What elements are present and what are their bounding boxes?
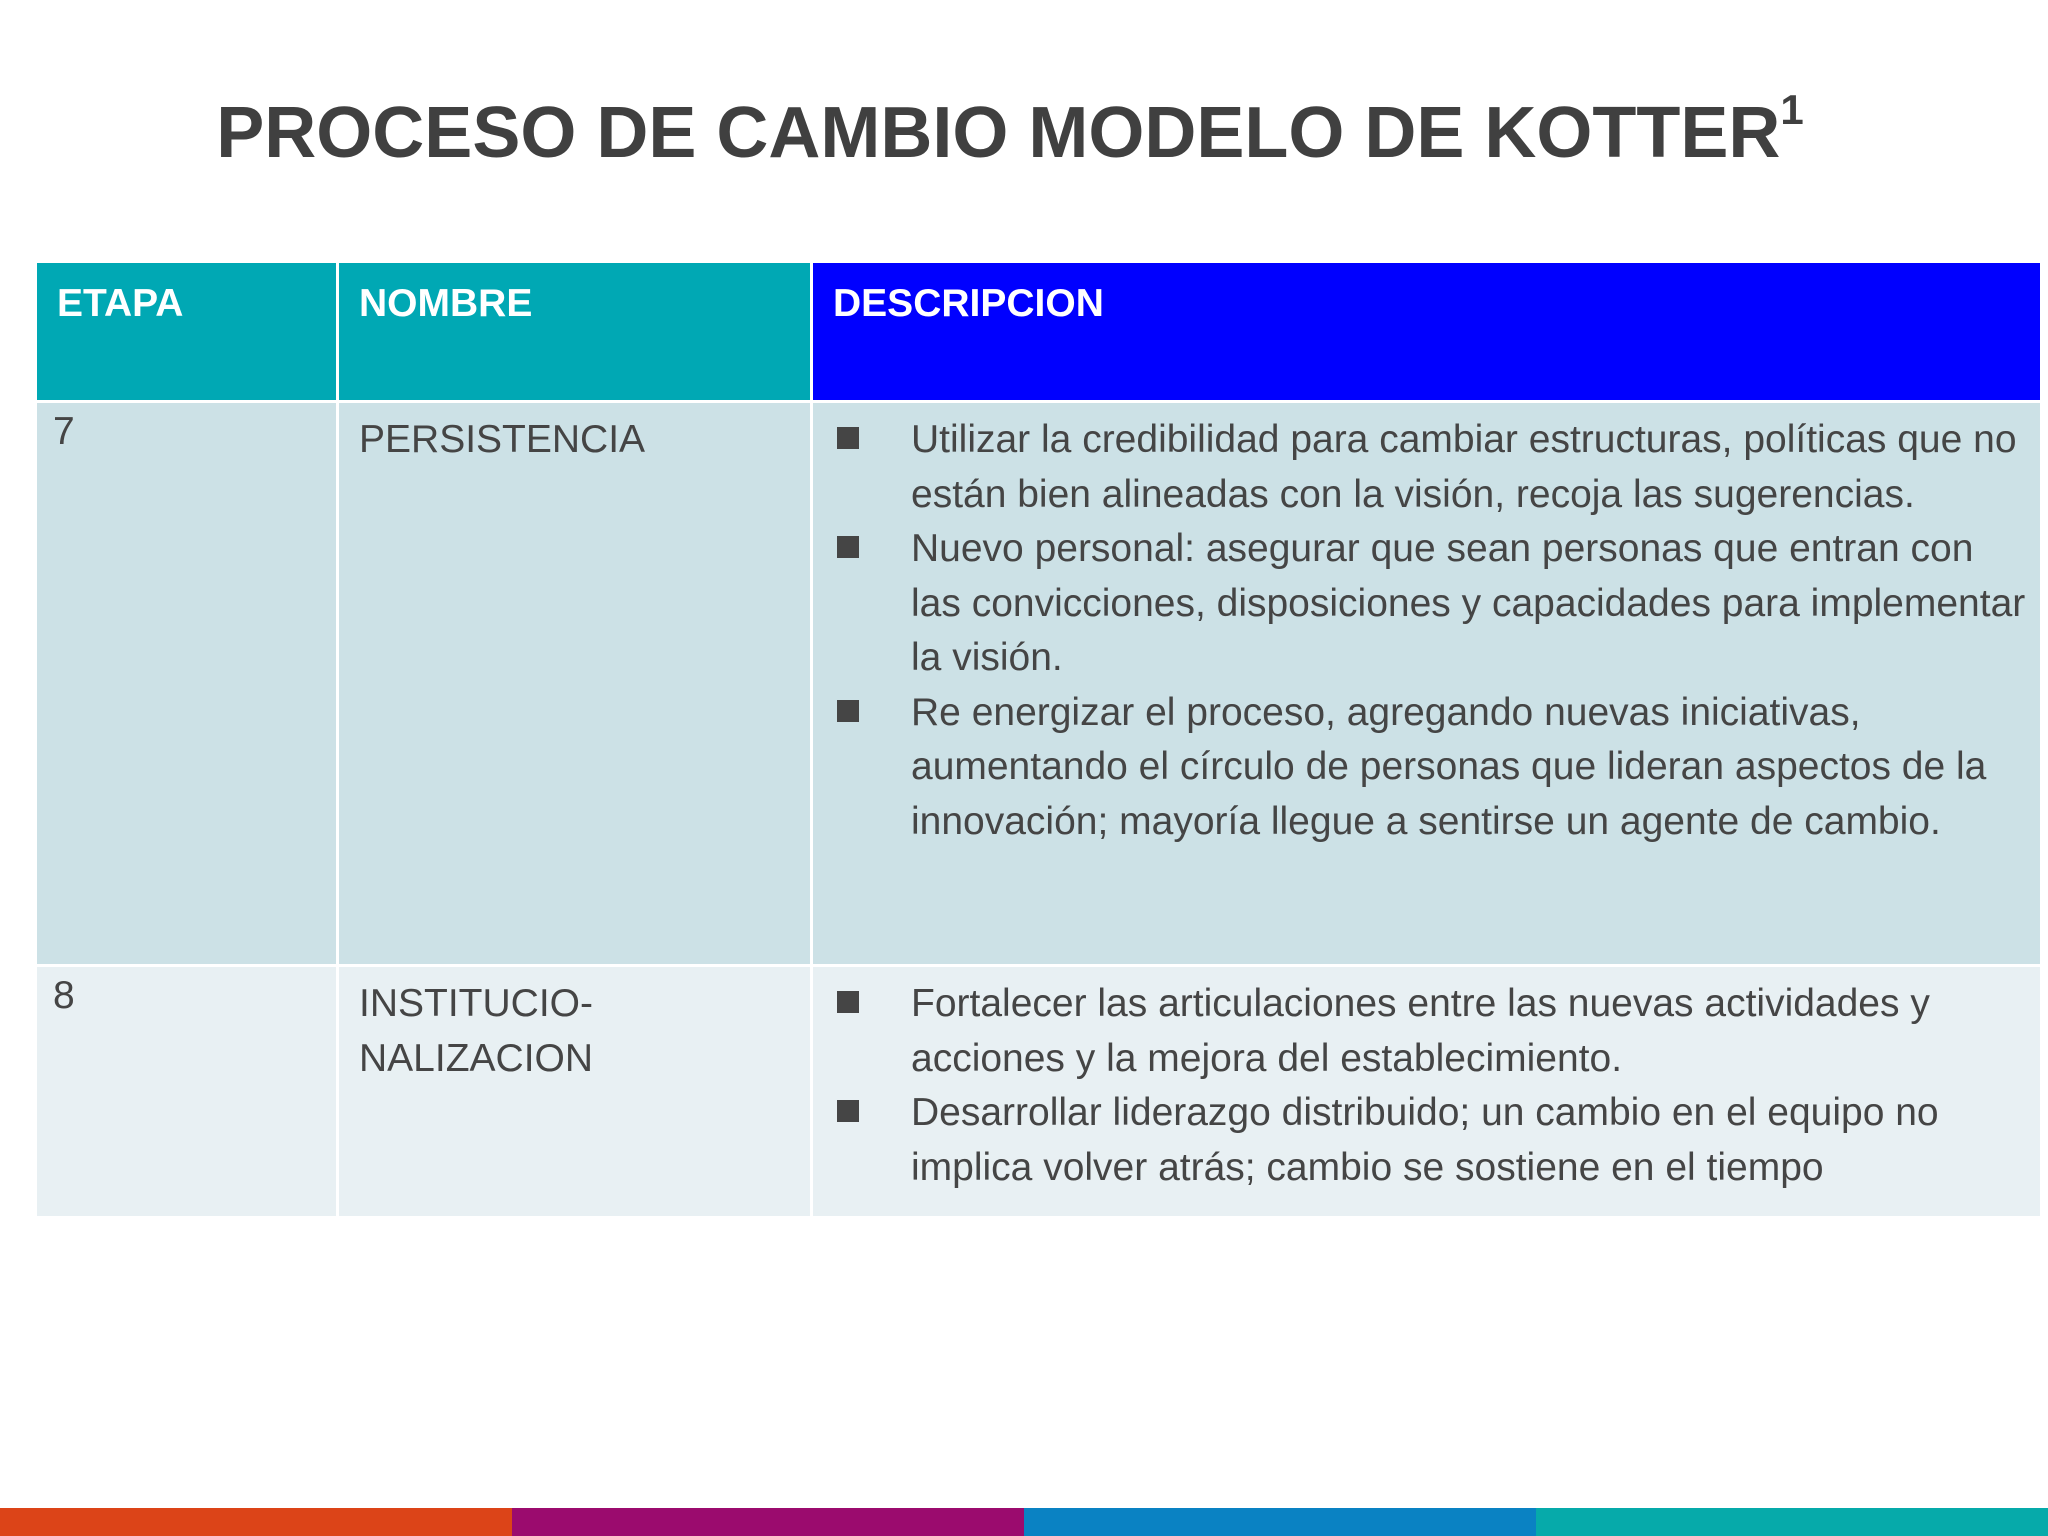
list-item-text: Re energizar el proceso, agregando nuevas iniciativas, aumentando el círculo de personas que lideran aspectos de la innovación; mayoría llegue a sentirse un agente de cambio.: [911, 690, 1987, 843]
slide-title: [0, 86, 2020, 174]
table-row: [36, 402, 2042, 966]
list-item: [833, 1086, 2026, 1195]
footer-segment-orange: [0, 1508, 512, 1536]
title-footnote-marker: 1: [1780, 86, 1804, 133]
etapa-cell: 7: [36, 402, 338, 966]
descripcion-cell: [812, 402, 2042, 966]
header-etapa: ETAPA: [36, 262, 338, 402]
nombre-line-2: NALIZACION: [359, 1036, 594, 1080]
square-bullet-icon: [837, 1100, 859, 1122]
square-bullet-icon: [837, 991, 859, 1013]
list-item: [833, 686, 2026, 850]
list-item-text: Utilizar la credibilidad para cambiar estructuras, políticas que no están bien alineadas con la visión, recoja las sugerencias.: [911, 418, 2017, 516]
bullet-list: [833, 413, 2026, 849]
square-bullet-icon: [837, 536, 859, 558]
kotter-table: [34, 260, 2043, 1219]
footer-segment-blue: [1024, 1508, 1536, 1536]
header-nombre: NOMBRE: [338, 262, 812, 402]
footer-segment-magenta: [512, 1508, 1024, 1536]
list-item: [833, 413, 2026, 522]
descripcion-cell: [812, 966, 2042, 1218]
square-bullet-icon: [837, 427, 859, 449]
nombre-cell: PERSISTENCIA: [338, 402, 812, 966]
table-header: [36, 262, 2042, 402]
footer-segment-teal: [1536, 1508, 2048, 1536]
list-item-text: Desarrollar liderazgo distribuido; un cambio en el equipo no implica volver atrás; cambio se sostiene en el tiempo: [911, 1091, 1939, 1189]
slide-title-text: PROCESO DE CAMBIO MODELO DE KOTTER: [216, 93, 1781, 173]
table-row: [36, 966, 2042, 1218]
list-item: [833, 977, 2026, 1086]
square-bullet-icon: [837, 700, 859, 722]
header-descripcion: DESCRIPCION: [812, 262, 2042, 402]
list-item: [833, 522, 2026, 686]
nombre-line-1: INSTITUCIO-: [359, 982, 593, 1025]
nombre-cell: [338, 966, 812, 1218]
list-item-text: Nuevo personal: asegurar que sean personas que entran con las convicciones, disposiciones y capacidades para implementar la visión.: [911, 527, 2026, 679]
etapa-cell: 8: [36, 966, 338, 1218]
footer-color-bar: [0, 1508, 2048, 1536]
list-item-text: Fortalecer las articulaciones entre las nuevas actividades y acciones y la mejora del establecimiento.: [911, 982, 1930, 1080]
bullet-list: [833, 977, 2026, 1195]
